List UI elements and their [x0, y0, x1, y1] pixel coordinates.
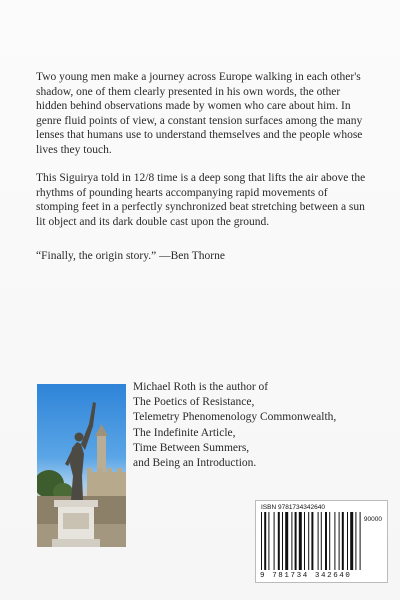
price-code: 90000 — [363, 516, 382, 523]
statue-photo-illustration — [37, 384, 126, 547]
statue-raised-arm — [81, 402, 96, 450]
blurb-paragraph-2: This Siguirya told in 12/8 time is a deep song that lifts the air above the rhythms of pounding hearts accompanying rapid movements of stomping feet in a perfectly synchronized beat stretching between a sun lit object and its dark double cast upon the ground. — [36, 172, 366, 228]
author-statue-photo — [37, 384, 126, 547]
castle-wall — [87, 472, 126, 498]
pedestal-top — [54, 500, 98, 507]
bio-line: The Poetics of Resistance, — [133, 396, 255, 409]
book-blurb — [36, 70, 366, 278]
isbn-label: ISBN 9781734342640 — [261, 504, 325, 511]
isbn-barcode — [255, 500, 388, 583]
pedestal-plaque — [63, 513, 89, 529]
bio-line: Michael Roth is the author of — [133, 381, 269, 393]
bio-line: The Indefinite Article, — [133, 426, 236, 439]
tower-roof — [95, 424, 108, 436]
bio-line: Time Between Summers, — [133, 441, 250, 454]
barcode-digits: 9 781734 342640 — [260, 572, 352, 580]
endorsement-quote: “Finally, the origin story.” —Ben Thorne — [36, 250, 225, 262]
bio-line: and Being an Introduction. — [133, 457, 257, 470]
bio-line: Telemetry Phenomenology Commonwealth, — [133, 411, 337, 424]
blurb-paragraph-1: Two young men make a journey across Europe walking in each other's shadow, one of them clearly presented in his own words, the other hidden behind observations made by women who care about him. In genre fluid points of view, a constant tension surfaces among the many lenses that humans use to understand themselves and the people whose lives they touch. — [36, 71, 363, 156]
barcode-bars — [261, 512, 384, 570]
author-bio — [133, 380, 383, 471]
